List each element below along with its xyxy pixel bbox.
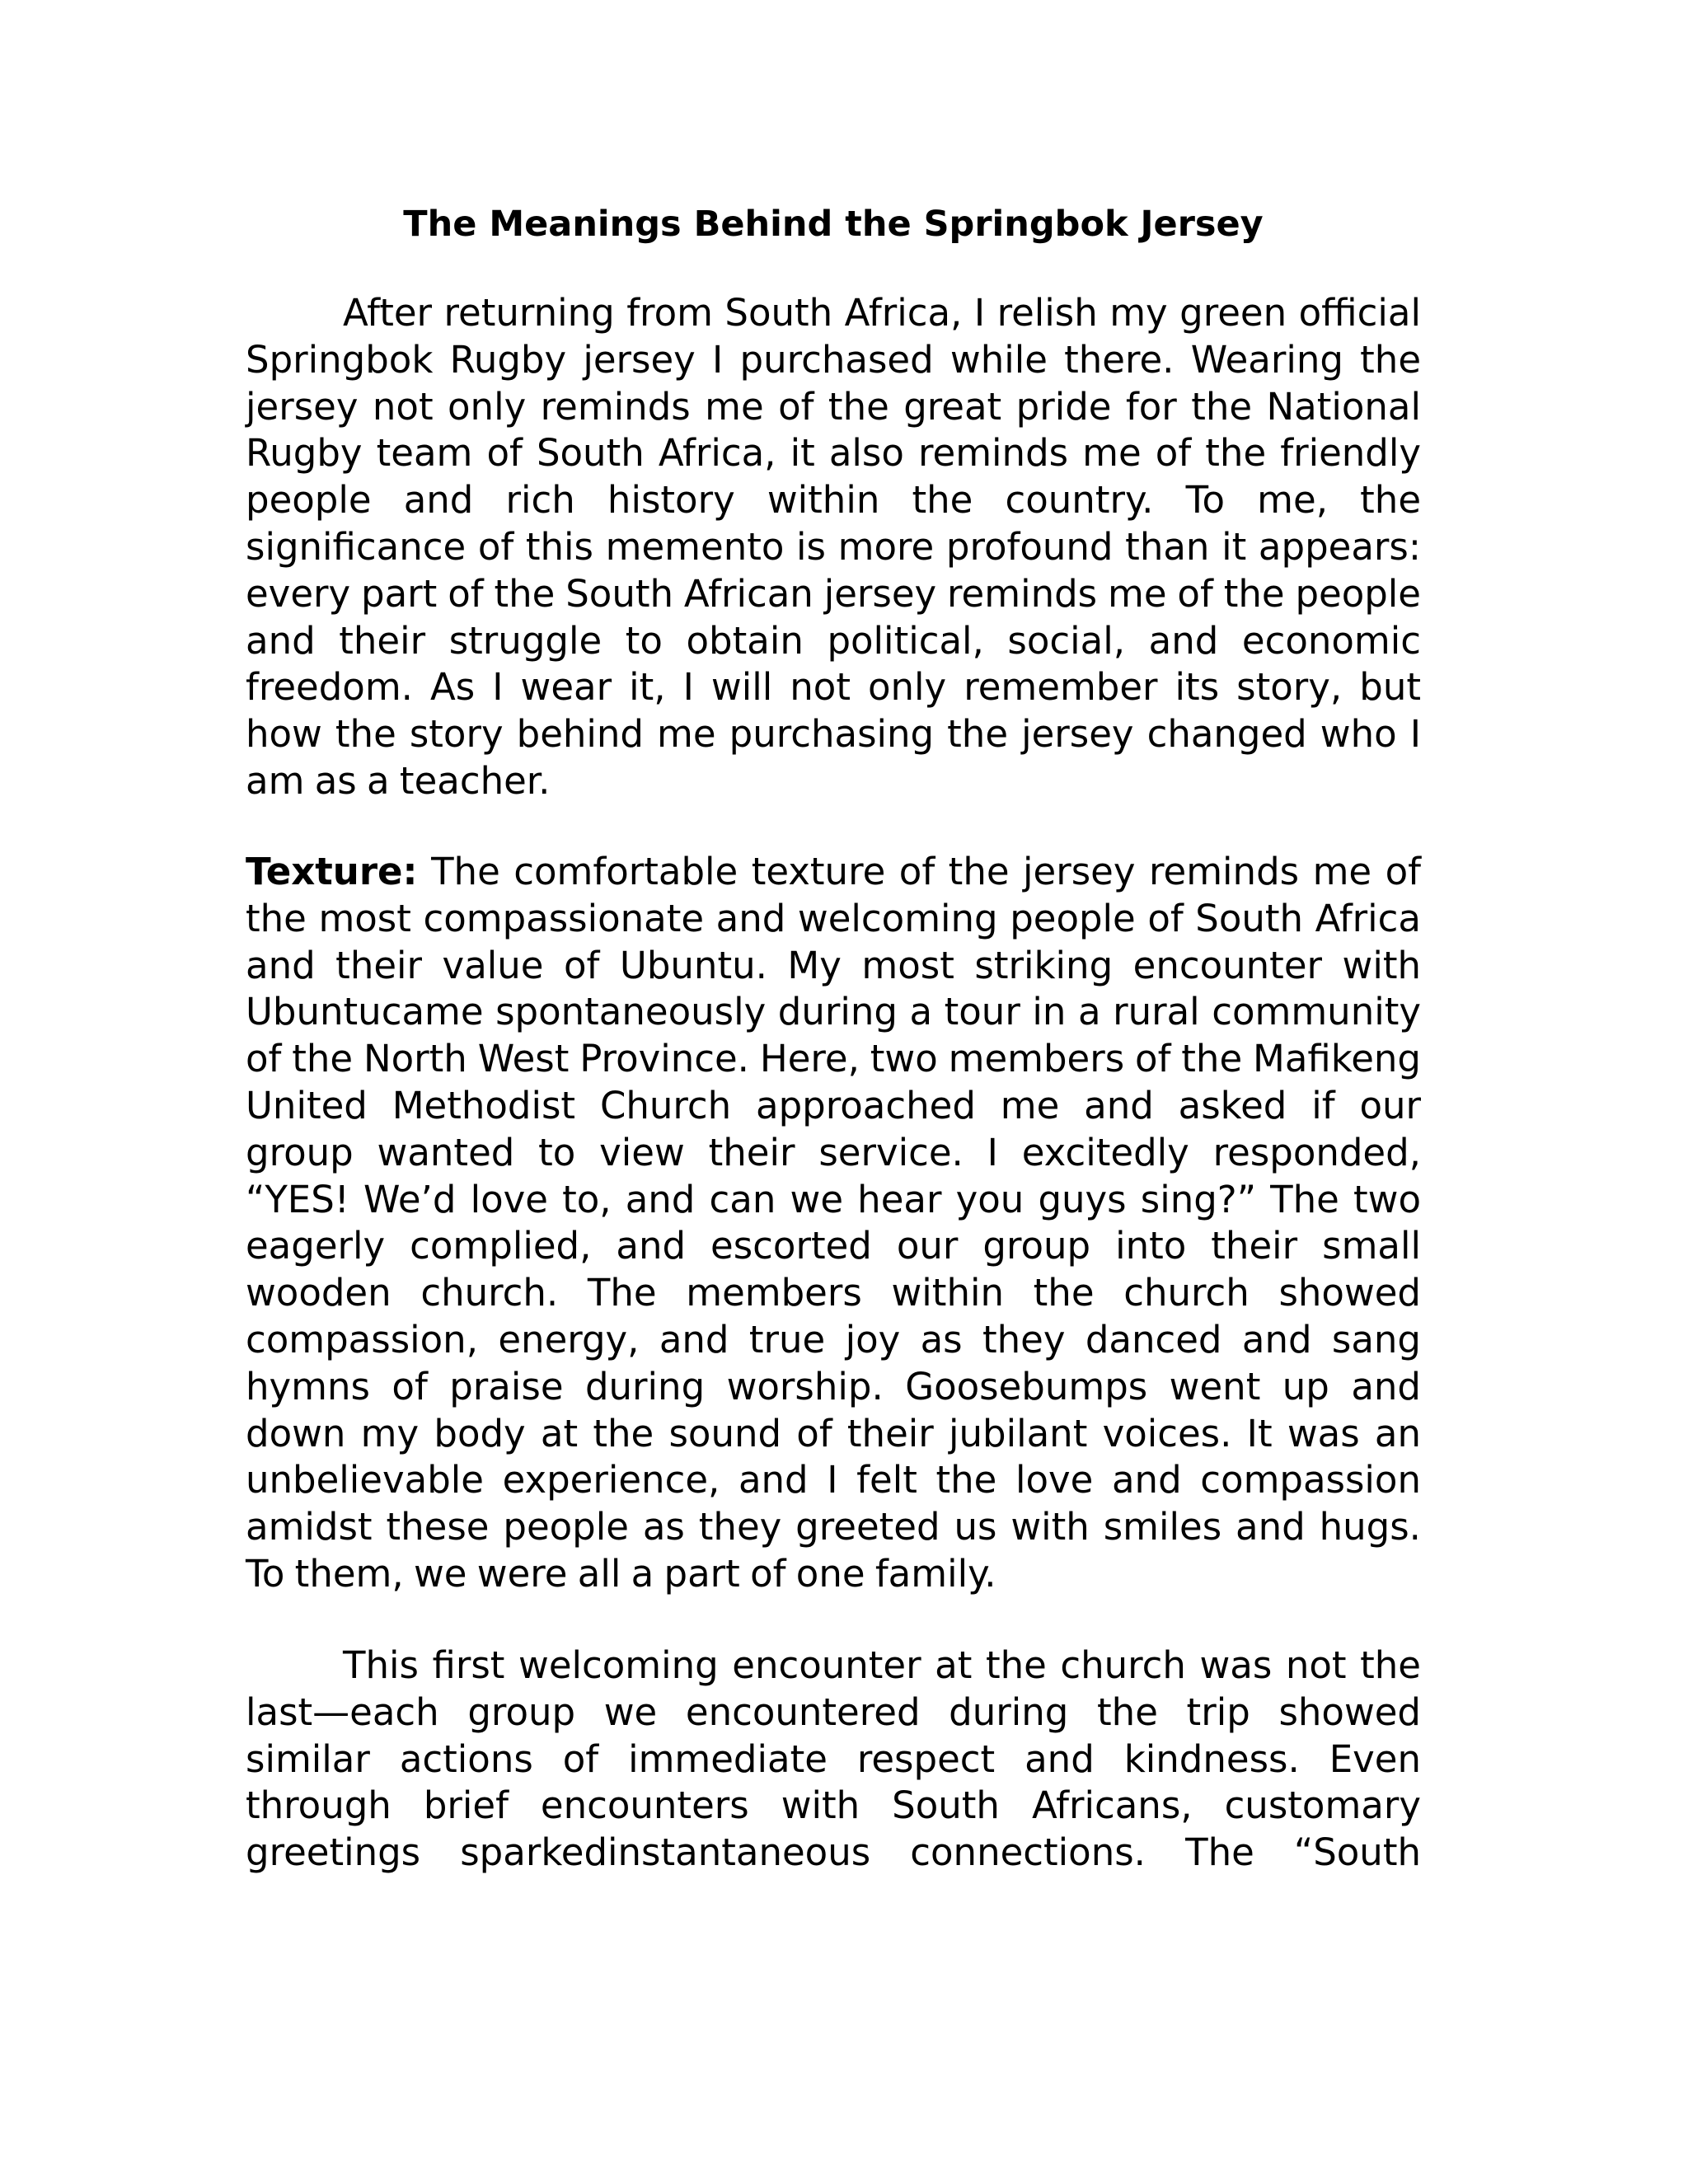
texture-paragraph bbox=[246, 849, 1421, 1598]
intro-paragraph: After returning from South Africa, I relish my green official Springbok Rugby jersey I purchased while there. Wearing the jersey not only reminds me of the great pride for the National Rugby team of South Africa, it also reminds me of the friendly people and rich history within the country. To me, the significance of this memento is more profound than it appears: every part of the South African jersey reminds me of the people and their struggle to obtain political, social, and economic freedom. As I wear it, I will not only remember its story, but how the story behind me purchasing the jersey changed who I am as a teacher. bbox=[246, 291, 1421, 803]
welcome-paragraph: This first welcoming encounter at the church was not the last—each group we encountered during the trip showed similar actions of immediate respect and kindness. Even through brief encounters with South Africans, customary greetings sparkedinstantaneous connections. The “South bbox=[246, 1643, 1421, 1875]
texture-label: Texture: bbox=[246, 850, 418, 893]
document-title: The Meanings Behind the Springbok Jersey bbox=[403, 204, 1264, 245]
texture-text: The comfortable texture of the jersey reminds me of the most compassionate and welcoming people of South Africa and their value of Ubuntu. My most striking encounter with Ubuntucame spontaneously during a tour in a rural community of the North West Province. Here, two members of the Mafikeng United Methodist Church approached me and asked if our group wanted to view their service. I excitedly responded, “YES! We’d love to, and can we hear you guys sing?” The two eagerly complied, and escorted our group into their small wooden church. The members within the church showed compassion, energy, and true joy as they danced and sang hymns of praise during worship. Goosebumps went up and down my body at the sound of their jubilant voices. It was an unbelievable experience, and I felt the love and compassion amidst these people as they greeted us with smiles and hugs. To them, we were all a part of one family. bbox=[246, 850, 1422, 1596]
